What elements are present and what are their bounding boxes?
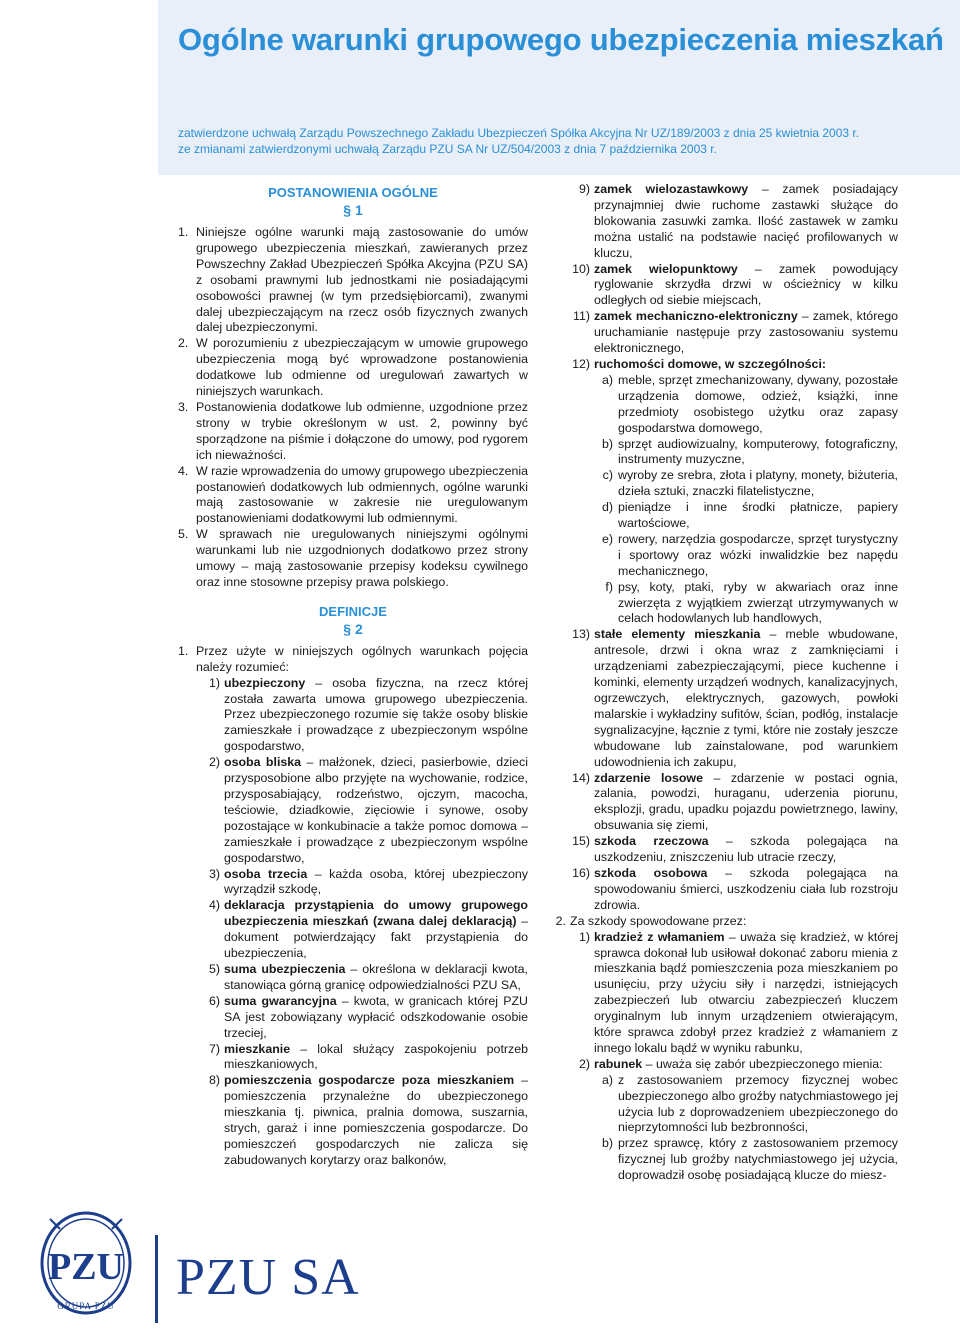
def-text [594, 930, 898, 1057]
item-text: W porozumieniu z ubezpieczającym w umowie grupowego ubezpieczenia mogą być wprowadzone postanowienia dodatkowe lub odmienne od uregulowań zawartych w niniejszych warunkach. [196, 336, 528, 399]
sub-text: sprzęt audiowizualny, komputerowy, fotograficzny, instrumenty muzyczne, [618, 436, 898, 467]
definition-item [548, 357, 898, 373]
item-number: 4. [178, 463, 189, 478]
sub-text: psy, koty, ptaki, ryby w akwariach oraz inne zwierzęta z wyjątkiem zwierząt utrzymywanych w celach hodowlanych lub handlowych, [618, 579, 898, 626]
def-term: osoba bliska [224, 755, 302, 770]
def-number: 4) [208, 898, 220, 913]
def-term: suma ubezpieczenia [224, 961, 346, 976]
item-text: Za szkody spowodowane przez: [570, 913, 747, 928]
def-number: 3) [208, 866, 220, 881]
logo-text: PZU [48, 1246, 124, 1288]
sub-text: wyroby ze srebra, złota i platyny, monety, biżuteria, dzieła sztuki, znaczki filatelistyczne, [618, 468, 898, 499]
def-term: zamek mechaniczno-elektroniczny [594, 309, 798, 324]
definition-item [548, 309, 898, 357]
def-body: – uważa się zabór ubezpieczonego mienia: [642, 1056, 883, 1071]
def-number: 16) [572, 865, 590, 880]
sub-text: rowery, narzędzia gospodarcze, sprzęt turystyczny i sportowy oraz wózki inwalidzkie bez napędu mechanicznego, [618, 531, 898, 578]
def-term: stałe elementy mieszkania [594, 627, 761, 642]
sub-text: meble, sprzęt zmechanizowany, dywany, pozostałe urządzenia domowe, odzież, książki, inne przedmioty osobistego użytku oraz zapasy gospodarstwa domowego, [618, 372, 898, 435]
footer-divider [155, 1235, 158, 1323]
item-text: Postanowienia dodatkowe lub odmienne, uzgodnione przez strony w trybie określonym w ust. 2, powinny być sporządzone na piśmie i dołączone do umowy, pod rygorem ich nieważności. [196, 399, 528, 462]
sub-letter: e) [601, 531, 613, 546]
definition-item [548, 771, 898, 835]
definition-item [178, 1073, 528, 1168]
def-term: osoba trzecia [224, 866, 308, 881]
def-number: 9) [578, 182, 590, 196]
right-column [548, 182, 898, 1184]
definition-item [178, 1042, 528, 1074]
def-text [224, 867, 528, 899]
def-term: ubezpieczony [224, 675, 306, 690]
sub-item [548, 1136, 898, 1184]
definition-item [178, 867, 528, 899]
brand-name: PZU SA [176, 1249, 360, 1306]
def-body: – dokument potwierdzający fakt przystąpienia do ubezpieczenia, [224, 914, 528, 961]
def-term: zdarzenie losowe [594, 770, 703, 785]
definition-item [548, 182, 898, 262]
def-number: 10) [572, 261, 590, 276]
def-body: – meble wbudowane, antresole, drzwi i okna wraz z zamknięciami i urządzeniami zabezpieczającymi, piece kuchenne i kominki, elementy urządzeń wodnych, kanalizacyjnych, ogrzewczych, elektrycznych, gazowych, powłoki malarskie i wykładziny sufitów, ścian, podłóg, instalacje sygnalizacyjne, łącznie z tymi, które nie zostały jeszcze wbudowane lub zainstalowane, pod warunkiem udowodnienia ich zakupu, [594, 627, 899, 769]
list-item [178, 400, 528, 464]
sub-item [548, 580, 898, 628]
page-title: Ogólne warunki grupowego ubezpieczenia mieszkań [178, 22, 944, 57]
def-term: zamek wielozastawkowy [594, 182, 749, 196]
def-body: – zamek, którego uruchamianie następuje przy zastosowaniu systemu elektronicznego, [594, 309, 898, 356]
definition-item [178, 676, 528, 756]
def-text [224, 1073, 528, 1168]
definition-item [548, 866, 898, 914]
sub-text: z zastosowaniem przemocy fizycznej wobec ubezpieczonego albo groźby natychmiastowego jej użycia lub z doprowadzeniem ubezpieczonego do nieprzytomności lub bezbronności, [618, 1072, 898, 1135]
def-text [594, 182, 898, 262]
definition-item [178, 755, 528, 866]
def-body: – zdarzenie w postaci ognia, zalania, powodzi, huraganu, uderzenia piorunu, eksplozji, gradu, upadku pojazdu powietrznego, lawiny, obsuwania się ziemi, [594, 770, 898, 833]
def-text [594, 357, 898, 373]
def-number: 5) [208, 961, 220, 976]
def-text [594, 866, 898, 914]
def-number: 7) [208, 1041, 220, 1056]
sub-letter: b) [601, 436, 613, 451]
def-number: 13) [572, 627, 590, 642]
def-text [224, 676, 528, 756]
definition-item [548, 1057, 898, 1073]
def-text [224, 755, 528, 866]
def-term: ruchomości domowe, w szczególności: [594, 356, 827, 371]
definition-item [178, 994, 528, 1042]
definition-item [548, 262, 898, 310]
def-text [594, 1057, 898, 1073]
left-column [178, 182, 528, 1169]
def-body: – uważa się kradzież, w której sprawca dokonał lub usiłował dokonać zaboru mienia z mieszkania bądź pomieszczenia poza mieszkaniem po usunięciu, przy użyciu siły i narzędzi, istniejących zabezpieczeń lub otwarciu zabezpieczeń kluczem oryginalnym lub innym urządzeniem otwierającym, które sprawca zdobył przez kradzież z włamaniem z innego lokalu bądź w wyniku rabunku, [594, 929, 898, 1055]
list-item [178, 464, 528, 528]
definition-item [178, 962, 528, 994]
sub-letter: c) [602, 468, 613, 483]
def-term: szkoda osobowa [594, 865, 708, 880]
def-term: deklaracja przystąpienia do umowy grupowego ubezpieczenia mieszkań (zwana dalej deklaracją) [224, 898, 528, 929]
sub-item [548, 373, 898, 437]
def-text [224, 962, 528, 994]
def-text [594, 834, 898, 866]
approval-line-2: ze zmianami zatwierdzonymi uchwałą Zarządu PZU SA Nr UZ/504/2003 z dnia 7 października 2003 r. [178, 142, 717, 156]
def-term: zamek wielopunktowy [594, 261, 738, 276]
sub-letter: f) [605, 579, 613, 594]
logo-ring-text: GRUPA PZU [57, 1301, 115, 1311]
def-text [594, 627, 898, 770]
def-number: 6) [208, 993, 220, 1008]
approval-note [178, 125, 859, 157]
def-term: kradzież z włamaniem [594, 929, 725, 944]
def-text [224, 1042, 528, 1074]
def-text [224, 898, 528, 962]
def-body: – zamek powodujący ryglowanie skrzydła drzwi w ościeżnicy w kilku odległych od siebie miejscach, [594, 261, 898, 308]
def-body: – pomieszczenia przynależne do ubezpieczonego mieszkania tj. piwnica, pralnia domowa, suszarnia, strych, garaż i inne pomieszczenia gospodarcze. Do pomieszczeń gospodarczych nie zalicza się zabudowanych korytarzy oraz balkonów, [224, 1073, 528, 1167]
item-text: W sprawach nie uregulowanych niniejszymi ogólnymi warunkami lub nie uzgodnionych dodatkowo przez strony umowy – mają zastosowanie przepisy kodeksu cywilnego oraz inne stosowne przepisy prawa polskiego. [196, 527, 528, 589]
definition-item [548, 834, 898, 866]
def-term: mieszkanie [224, 1041, 291, 1056]
def-number: 2) [208, 755, 220, 770]
paragraph-mark: § 2 [343, 620, 363, 637]
def-body: – małżonek, dzieci, pasierbowie, dzieci przysposobione albo przyjęte na wychowanie, rodzice, przysposabiający, rodzeństwo, ojczym, macocha, teściowie, dziadkowie, zięciowie i synowe, osoby pozostające w konkubinacie a także pomoc domowa – zamieszkałe i prowadzące z ubezpieczonym wspólne gospodarstwo, [224, 755, 528, 865]
sub-item [548, 532, 898, 580]
item-number: 2. [555, 913, 566, 928]
list-item [178, 225, 528, 336]
item-number: 3. [178, 399, 189, 414]
sub-item [548, 1073, 898, 1137]
paragraph-mark: § 1 [343, 202, 363, 218]
sub-item [548, 437, 898, 469]
def-number: 11) [573, 309, 590, 324]
def-number: 15) [572, 834, 590, 849]
list-item [178, 527, 528, 591]
def-number: 1) [578, 929, 590, 944]
sub-item [548, 500, 898, 532]
sub-letter: a) [601, 372, 613, 387]
sub-letter: a) [601, 1072, 613, 1087]
approval-line-1: zatwierdzone uchwałą Zarządu Powszechnego Zakładu Ubezpieczeń Spółka Akcyjna Nr UZ/189/2003 z dnia 25 kwietnia 2003 r. [178, 126, 860, 140]
def-term: szkoda rzeczowa [594, 834, 709, 849]
sub-item [548, 468, 898, 500]
def-text [594, 309, 898, 357]
section-title: POSTANOWIENIA OGÓLNE [268, 185, 438, 200]
def-text [224, 994, 528, 1042]
def-number: 1) [208, 675, 220, 690]
def-number: 14) [572, 770, 590, 785]
item-number: 1. [178, 225, 189, 239]
def-body: – szkoda polegająca na uszkodzeniu, zniszczeniu lub utracie rzeczy, [594, 834, 898, 865]
def-body: – określona w deklaracji kwota, stanowiąca górną granicę odpowiedzialności PZU SA, [224, 961, 528, 992]
item-text: Przez użyte w niniejszych ogólnych warunkach pojęcia należy rozumieć: [196, 643, 528, 674]
item-number: 5. [178, 527, 189, 542]
def-text [594, 262, 898, 310]
def-number: 2) [578, 1056, 590, 1071]
def-body: – każda osoba, której ubezpieczony wyrządził szkodę, [224, 866, 528, 897]
definition-item [548, 930, 898, 1057]
def-term: pomieszczenia gospodarcze poza mieszkaniem [224, 1073, 515, 1088]
def-body: – lokal służący zaspokojeniu potrzeb mieszkaniowych, [224, 1041, 528, 1072]
def-body: – osoba fizyczna, na rzecz której została zawarta umowa grupowego ubezpieczenia. Przez ubezpieczonego rozumie się także osoby bliskie zamieszkałe i prowadzące z ubezpieczonym wspólne gospodarstwo, [224, 675, 528, 754]
def-number: 12) [572, 356, 590, 371]
item-number: 2. [178, 336, 189, 351]
item-number: 1. [178, 643, 189, 658]
sub-letter: d) [601, 500, 613, 515]
def-term: rabunek [594, 1056, 643, 1071]
sub-text: pieniądze i inne środki płatnicze, papiery wartościowe, [618, 500, 898, 531]
def-number: 8) [208, 1073, 220, 1088]
list-item [178, 644, 528, 676]
item-text: W razie wprowadzenia do umowy grupowego ubezpieczenia postanowień dodatkowych lub odmiennych, ogólne warunki mają zastosowanie w zakresie nie uregulowanym postanowieniami dodatkowymi lub odmiennymi. [196, 463, 528, 526]
list-item [178, 336, 528, 400]
def-term: suma gwarancyjna [224, 993, 337, 1008]
def-text [594, 771, 898, 835]
definition-item [178, 898, 528, 962]
section-title: DEFINICJE [319, 603, 387, 619]
def-body: – zamek posiadający przynajmniej dwie ruchome zastawki służące do blokowania zasuwki zamka. Ilość zastawek w zamku można ustalić na podstawie nacięć profilowanych w kluczu, [594, 182, 899, 260]
item-text: Niniejsze ogólne warunki mają zastosowanie do umów grupowego ubezpieczenia mieszkań, zawieranych przez Powszechny Zakład Ubezpieczeń Spółka Akcyjna (PZU SA) z osobami prawnymi lub jednostkami nie posiadającymi osobowości prawnej (w tym przedsiębiorcami), zwanymi dalej ubezpieczającym na rzecz osób fizycznych zwanych dalej ubezpieczonymi. [196, 225, 528, 335]
sub-letter: b) [601, 1136, 613, 1151]
def-body: – kwota, w granicach której PZU SA jest zobowiązany wypłacić odszkodowanie osobie trzeciej, [224, 993, 528, 1040]
pzu-logo [30, 1205, 142, 1325]
def-body: – szkoda polegająca na spowodowaniu śmierci, uszkodzeniu ciała lub rozstroju zdrowia. [594, 865, 898, 912]
definition-item [548, 627, 898, 770]
sub-text: przez sprawcę, który z zastosowaniem przemocy fizycznej lub groźby natychmiastowego jej użycia, doprowadził osobę posiadającą klucze do miesz- [618, 1136, 898, 1183]
list-item [548, 914, 898, 930]
